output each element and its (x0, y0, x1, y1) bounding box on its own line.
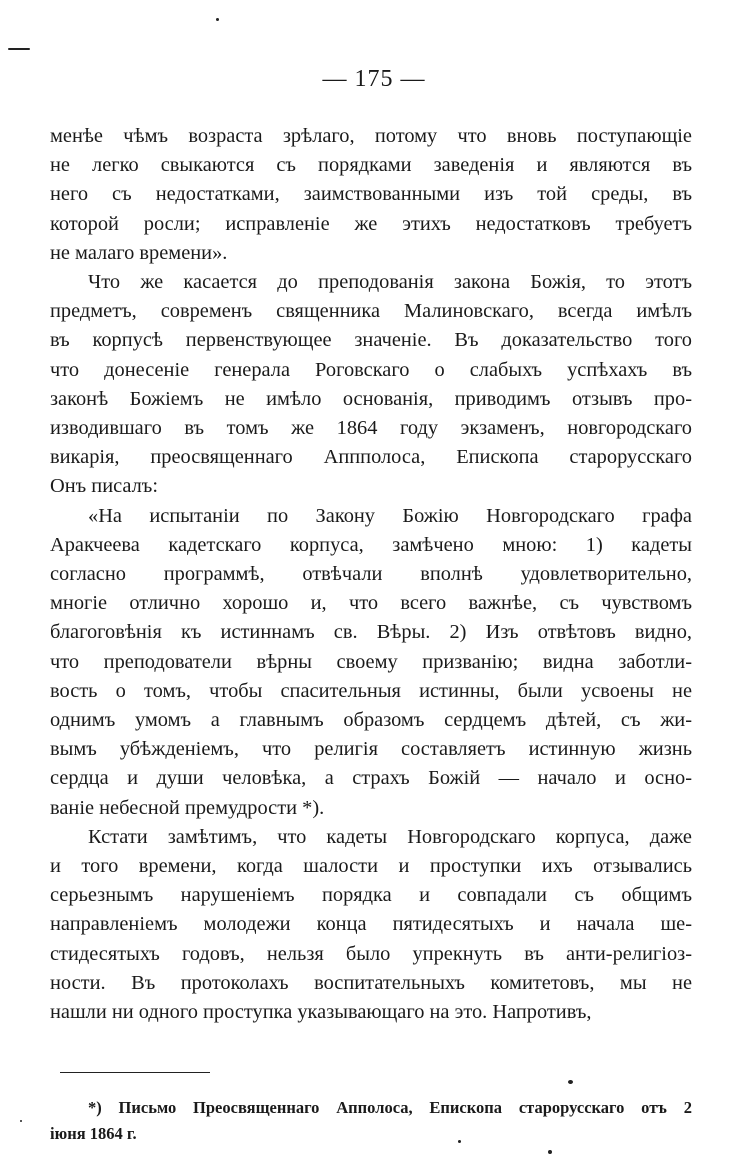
scan-speck (458, 1140, 461, 1143)
text-line: направленіемъ молодежи конца пятидесятыхъ и начала ше- (50, 913, 692, 936)
text-line: вымъ убѣжденіемъ, что религія составляетъ истинную жизнь (50, 738, 692, 761)
text-line: предметъ, современъ священника Малиновскаго, всегда имѣлъ (50, 300, 692, 323)
text-line: согласно программѣ, отвѣчали вполнѣ удовлетворительно, (50, 563, 692, 586)
text-line: «На испытаніи по Закону Божію Новгородскаго графа (88, 504, 692, 527)
paragraph (50, 122, 692, 268)
page-number: — 175 — (322, 66, 426, 92)
text-line: Аракчеева кадетскаго корпуса, замѣчено мною: 1) кадеты (50, 533, 692, 556)
body-text (50, 122, 692, 1027)
paragraph (50, 268, 692, 502)
text-line: что преподователи вѣрны своему призванію; видна заботли- (50, 650, 692, 673)
text-line: многіе отлично хорошо и, что всего важнѣе, съ чувствомъ (50, 592, 692, 615)
scan-speck (216, 18, 219, 21)
text-line: изводившаго въ томъ же 1864 году экзаменъ, новгородскаго (50, 417, 692, 440)
scan-speck (20, 1120, 22, 1122)
text-line: законѣ Божіемъ не имѣло основанія, приводимъ отзывъ про- (50, 387, 692, 410)
text-line: нашли ни одного проступка указывающаго на это. Напротивъ, (50, 1001, 592, 1024)
text-line: однимъ умомъ а главнымъ образомъ сердцемъ дѣтей, съ жи- (50, 709, 692, 732)
text-line: менѣе чѣмъ возраста зрѣлаго, потому что вновь поступающіе (50, 125, 692, 147)
text-line: благоговѣнія къ истиннамъ св. Вѣры. 2) Изъ отвѣтовъ видно, (50, 621, 692, 644)
footnote-line: іюня 1864 г. (50, 1124, 137, 1143)
text-line: въ корпусѣ первенствующее значеніе. Въ доказательство того (50, 329, 692, 352)
text-line: не легко свыкаются съ порядками заведенія и являются въ (50, 154, 692, 177)
paragraph (50, 823, 692, 1027)
paragraph (50, 502, 692, 823)
text-line: Онъ писалъ: (50, 475, 159, 498)
text-line: ваніе небесной премудрости *). (50, 796, 325, 819)
text-line: викарія, преосвященнаго Аппполоса, Епископа старорусскаго (50, 446, 692, 469)
text-line: серьезнымъ нарушеніемъ порядка и совпадали съ общимъ (50, 884, 692, 907)
scan-speck (548, 1150, 552, 1154)
scan-speck (568, 1080, 573, 1084)
scan-speck (8, 48, 30, 50)
text-line: него съ недостатками, заимствованными изъ той среды, въ (50, 183, 692, 206)
text-line: сердца и души человѣка, а страхъ Божій — начало и осно- (50, 767, 692, 790)
text-line: не малаго времени». (50, 241, 228, 264)
text-line: Что же касается до преподованія закона Божія, то этотъ (88, 271, 692, 294)
text-line: вость о томъ, чтобы спасительныя истинны, были усвоены не (50, 679, 692, 702)
text-line: стидесятыхъ годовъ, нельзя было упрекнуть въ анти-религіоз- (50, 942, 692, 965)
text-line: и того времени, когда шалости и проступки ихъ отзывались (50, 855, 692, 878)
footnote (50, 1095, 692, 1147)
footnote-divider (60, 1072, 210, 1073)
text-line: что донесеніе генерала Роговскаго о слабыхъ успѣхахъ въ (50, 358, 692, 381)
text-line: ности. Въ протоколахъ воспитательныхъ комитетовъ, мы не (50, 971, 692, 994)
footnote-line: *) Письмо Преосвященнаго Апполоса, Епископа старорусскаго отъ 2 (88, 1098, 692, 1117)
text-line: Кстати замѣтимъ, что кадеты Новгородскаго корпуса, даже (88, 825, 692, 848)
text-line: которой росли; исправленіе же этихъ недостатковъ требуетъ (50, 212, 692, 235)
